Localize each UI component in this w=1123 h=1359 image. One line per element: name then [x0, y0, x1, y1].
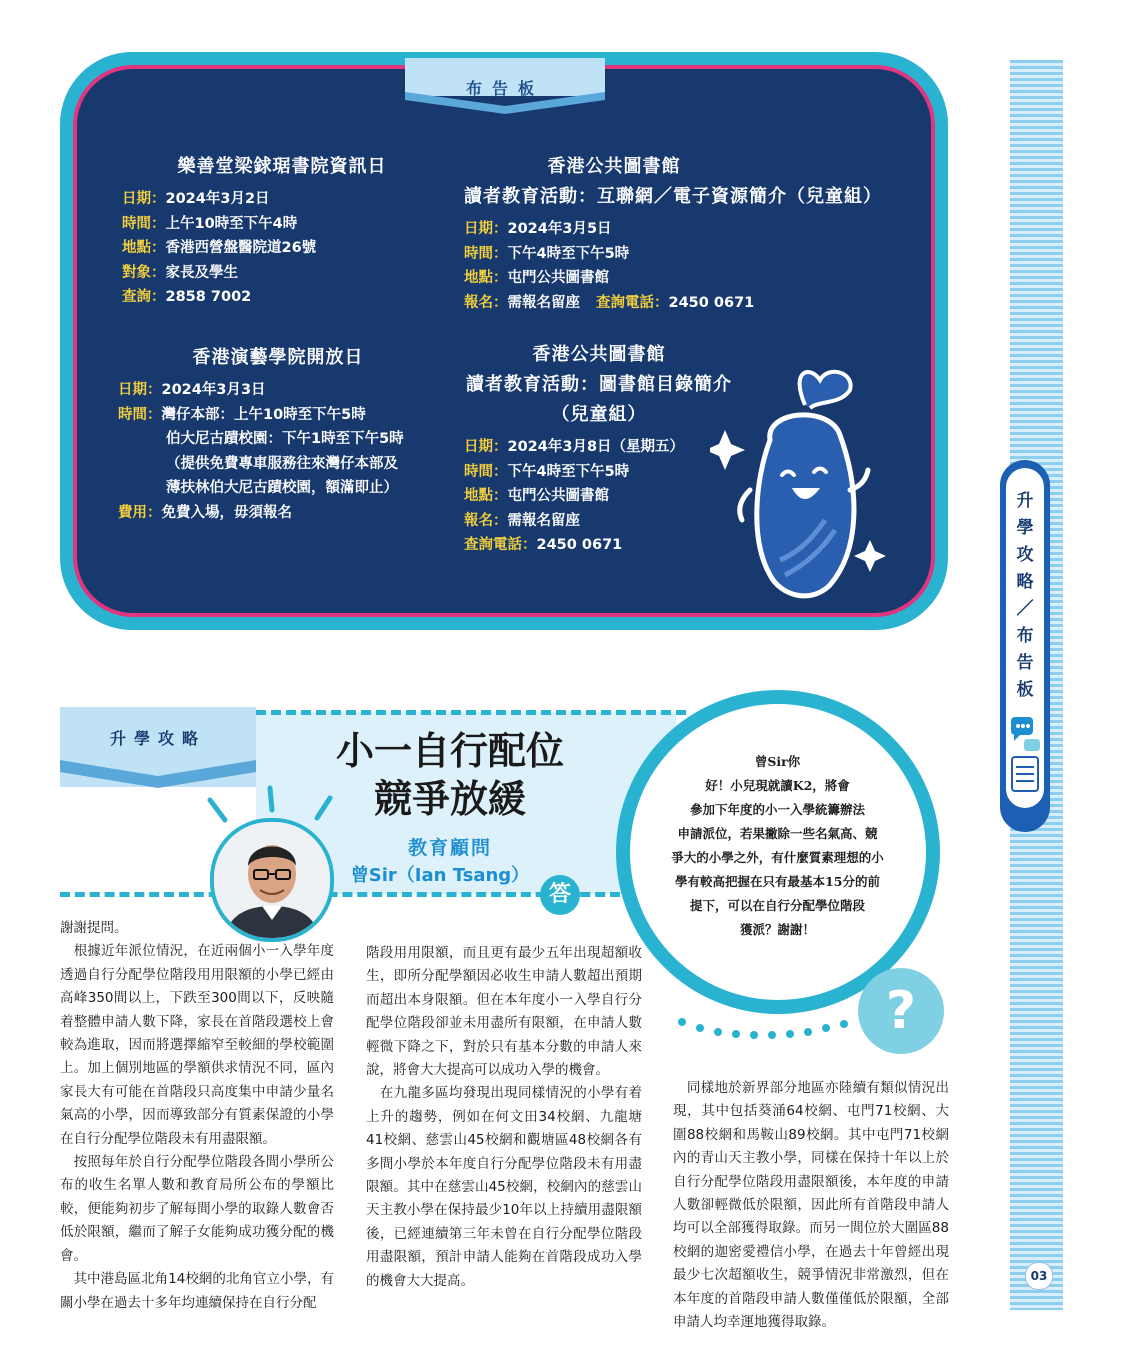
- sprout-mascot-illustration: [710, 360, 900, 600]
- event-row: 日期：2024年3月2日: [122, 191, 270, 207]
- paragraph: 階段用用限額，而且更有最少五年出現超額收生，即所分配學額因必收生申請人數超出預期而超出本身限額。但在本年度小一入學自行分配學位階段卻並未用盡所有限額，在申請人數輕微下降之下，對於只有基本分數的申請人來說，將會大大提高可以成功入學的機會。: [366, 945, 642, 1079]
- article-column-2: [366, 942, 642, 1293]
- article-headline: 小一自行配位 競爭放緩: [335, 729, 564, 821]
- event-row: 報名：需報名留座: [464, 512, 580, 529]
- article-column-3: [673, 1077, 949, 1334]
- board-tab-label: 布告板: [465, 79, 544, 98]
- event-row: 對象：家長及學生: [122, 264, 238, 281]
- chat-note-icon: [1008, 713, 1042, 797]
- section-label: 升學攻略: [109, 729, 206, 748]
- event-row: 時間：下午4時至下午5時: [464, 245, 630, 262]
- paragraph: 謝謝提問。: [60, 920, 128, 936]
- event-row: 日期：2024年3月8日（星期五）: [464, 439, 685, 455]
- event-title: 香港公共圖書館: [547, 156, 681, 177]
- event-card: [464, 152, 894, 315]
- event-row: 時間：灣仔本部：上午10時至下午5時: [118, 406, 366, 423]
- paragraph: 根據近年派位情況，在近兩個小一入學年度透過自行分配學位階段用用限額的小學已經由高峰350間以上，下跌至300間以下，反映隨着整體申請人數下降，家長在首階段選校上會較為進取，因而將選擇縮窄至較細的學校範圍上。加上個別地區的學額供求情況不同，區內家長大有可能在首階段只高度集中申請少量名氣高的小學，因而導致部分有質素保證的小學在自行分配學位階段未有用盡限額。: [60, 943, 334, 1147]
- event-row: 地點：屯門公共圖書館: [464, 270, 609, 286]
- divider: [60, 892, 620, 897]
- event-row: 查詢：2858 7002: [122, 289, 252, 305]
- event-subtitle: 讀者教育活動：互聯網／電子資源簡介（兒童組）: [464, 186, 882, 207]
- event-row-continued: 薄扶林伯大尼古蹟校園，額滿即止）: [166, 480, 398, 496]
- event-row: 報名：需報名留座 查詢電話：2450 0671: [464, 294, 755, 311]
- event-row-continued: 伯大尼古蹟校園：下午1時至下午5時: [166, 431, 404, 447]
- event-row: 費用：免費入場，毋須報名: [118, 504, 292, 521]
- event-row: 時間：上午10時至下午4時: [122, 215, 298, 232]
- event-row: 地點：香港西營盤醫院道26號: [122, 240, 317, 256]
- event-title: 樂善堂梁銶琚書院資訊日: [177, 156, 387, 177]
- paragraph: 按照每年於自行分配學位階段各間小學所公布的收生名單人數和教育局所公布的學額比較，便能夠初步了解每間小學的取錄人數會否低於限額，繼而了解子女能夠成功獲分配的機會。: [60, 1154, 334, 1264]
- page-number: 03: [1025, 1262, 1053, 1290]
- event-row-continued: （提供免費專車服務往來灣仔本部及: [166, 455, 398, 472]
- event-title: 香港演藝學院開放日: [192, 347, 364, 368]
- side-tab-text: 升 學 攻 略 ／ 布 告 板: [1016, 491, 1034, 700]
- event-title: 香港公共圖書館: [532, 344, 666, 365]
- paragraph: 同樣地於新界部分地區亦陸續有類似情況出現，其中包括葵涌64校網、屯門71校網、大圍88校網和馬鞍山89校網。其中屯門71校網內的青山天主教小學，同樣在保持十年以上於自行分配學位階段用盡限額後，本年度的申請人數卻輕微低於限額，因此所有首階段申請人均可以全部獲得取錄。而另一間位於大圍區88校網的迦密愛禮信小學，在過去十年曾經出現最少七次超額收生，競爭情況非常激烈，但在本年度的首階段申請人數僅僅低於限額，全部申請人均幸運地獲得取錄。: [673, 1080, 949, 1331]
- event-card: [122, 152, 442, 310]
- event-row: 日期：2024年3月5日: [464, 221, 612, 237]
- author-name: 曾Sir（Ian Tsang）: [350, 865, 530, 886]
- question-mark-icon: ?: [858, 968, 944, 1054]
- event-row: 時間：下午4時至下午5時: [464, 463, 630, 480]
- event-subtitle: （兒童組）: [551, 404, 647, 425]
- event-row: 日期：2024年3月3日: [118, 382, 266, 398]
- section-side-tab[interactable]: [1000, 460, 1050, 832]
- event-row: 查詢電話：2450 0671: [464, 537, 623, 553]
- paragraph: 在九龍多區均發現出現同樣情況的小學有着上升的趨勢，例如在何文田34校網、九龍塘41校網、慈雲山45校網和觀塘區48校網各有多間小學於本年度自行分配學位階段未有用盡限額。其中在慈雲山45校網，校網內的慈雲山天主教小學在保持最少10年以上持續用盡限額後，已經連續第三年未曾在自行分配學位階段用盡限額，預計申請人能夠在首階段成功入學的機會大大提高。: [366, 1085, 642, 1289]
- divider: [256, 710, 686, 715]
- article-column-1: [60, 917, 334, 1315]
- author-role: 教育顧問: [407, 837, 492, 859]
- event-subtitle: 讀者教育活動：圖書館目錄簡介: [466, 374, 732, 395]
- reader-question: 曾Sir你 好！小兒現就讀K2，將會 參加下年度的小一入學統籌辦法 申請派位，若果撇除一些名氣高、競 爭大的小學之外，有什麼質素理想的小 學有較高把握在只有最基本15分的前 提下，可以在自行分配學位階段 獲派？謝謝！: [671, 754, 884, 937]
- paragraph: 其中港島區北角14校網的北角官立小學，有關小學在過去十多年均連續保持在自行分配: [60, 1271, 334, 1311]
- event-card: [118, 343, 438, 525]
- event-row: 地點：屯門公共圖書館: [464, 488, 609, 504]
- answer-badge: 答: [540, 875, 580, 915]
